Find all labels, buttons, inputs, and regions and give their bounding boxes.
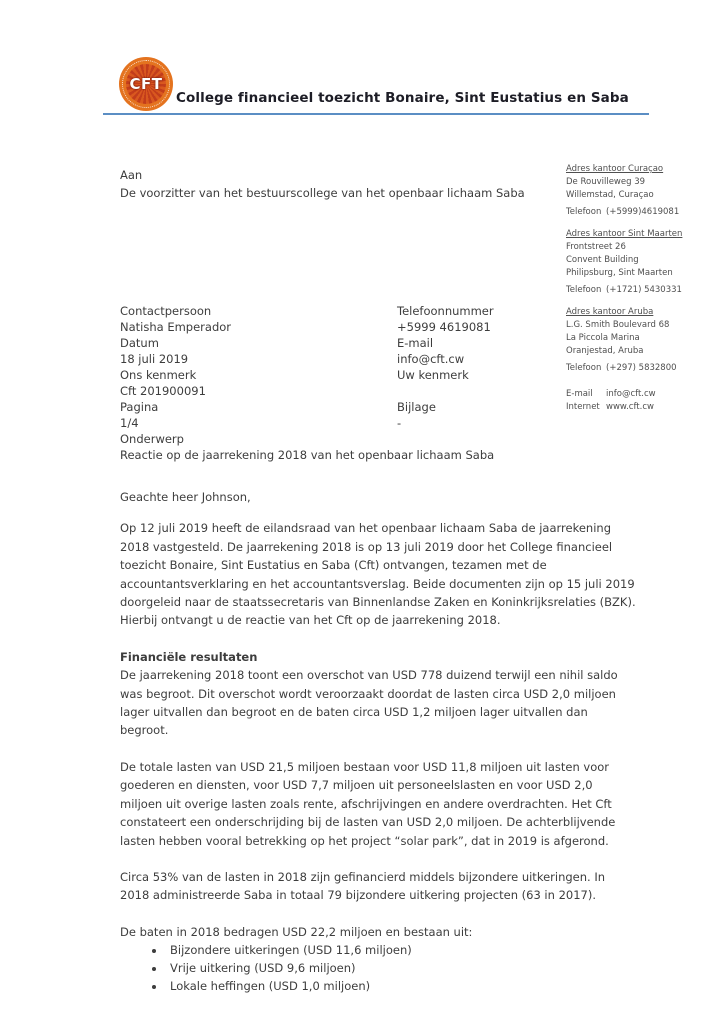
meta-value: Cft 201900091 [120,384,206,398]
baten-intro: De baten in 2018 bedragen USD 22,2 miljoen en bestaan uit: [120,924,473,939]
address-line: Philipsburg, Sint Maarten [566,268,673,278]
phone-row [566,284,718,297]
cft-logo [119,57,173,111]
meta-label: Uw kenmerk [397,368,469,382]
office-heading: Adres kantoor Sint Maarten [566,229,683,239]
letter-title: College financieel toezicht Bonaire, Sint Eustatius en Saba [176,90,629,106]
email-label: E-mail [566,389,593,399]
phone-value: (+1721) 5430331 [606,285,682,295]
greeting: Geachte heer Johnson, [120,490,251,504]
address-line: Frontstreet 26 [566,242,626,252]
meta-label: Onderwerp [120,432,184,446]
office-heading: Adres kantoor Aruba [566,307,654,317]
address-line: Convent Building [566,255,639,265]
office-heading: Adres kantoor Curaçao [566,164,664,174]
address-line: L.G. Smith Boulevard 68 [566,320,670,330]
meta-label: Ons kenmerk [120,368,197,382]
paragraph-uitkeringen: Circa 53% van de lasten in 2018 zijn gefinancierd middels bijzondere uitkeringen. In 2018 administreerde Saba in totaal 79 bijzondere uitkering projecten (63 in 2017). [120,869,606,903]
meta-value: 18 juli 2019 [120,352,189,366]
meta-label: Contactpersoon [120,304,212,318]
office-block-curacao [566,163,718,219]
meta-value: info@cft.cw [397,352,465,366]
list-item: • Lokale heffingen (USD 1,0 miljoen) [166,977,636,995]
internet-label: Internet [566,402,600,412]
phone-label: Telefoon [566,363,602,373]
meta-value [397,383,600,399]
meta-value: - [397,416,402,430]
office-block-sint-maarten [566,228,718,297]
section-heading-financiele-resultaten: Financiële resultaten [120,649,258,664]
meta-label: E-mail [397,336,434,350]
recipient-label: Aan [120,168,143,182]
baten-list [120,941,636,995]
phone-value: (+297) 5832800 [606,363,677,373]
meta-label: Datum [120,336,159,350]
paragraph-intro: Op 12 juli 2019 heeft de eilandsraad van het openbaar lichaam Saba de jaarrekening 2018 vastgesteld. De jaarrekening 2018 is op 13 juli 2019 door het College financieel toezicht Bonaire, Sint Eustatius en Saba (Cft) ontvangen, tezamen met de accountantsverklaring en het accountantsverslag. Beide documenten zijn op 15 juli 2019 doorgeleid naar de staatssecretaris van Binnenlandse Zaken en Koninkrijksrelaties (BZK). Hierbij ontvangt u de reactie van het Cft op de jaarrekening 2018. [120,521,636,628]
meta-value: +5999 4619081 [397,320,491,334]
meta-value: Natisha Emperador [120,320,232,334]
meta-label: Telefoonnummer [397,304,494,318]
address-line: La Piccola Marina [566,333,640,343]
address-line: De Rouvilleweg 39 [566,177,646,187]
address-line: Oranjestad, Aruba [566,346,644,356]
internet-value: www.cft.cw [606,402,654,412]
list-item: • Bijzondere uitkeringen (USD 11,6 miljoen) [166,941,636,959]
logo-text: CFT [129,75,163,93]
phone-row [566,206,718,219]
meta-value: 1/4 [120,416,139,430]
recipient-block [120,166,525,202]
phone-label: Telefoon [566,285,602,295]
paragraph-overschot: De jaarrekening 2018 toont een overschot van USD 778 duizend terwijl een nihil saldo was begroot. Dit overschot wordt veroorzaakt doordat de lasten circa USD 2,0 miljoen lager uitvallen dan begroot en de baten circa USD 1,2 miljoen lager uitvallen dan begroot. [120,668,618,738]
letter-body [120,488,636,995]
phone-label: Telefoon [566,207,602,217]
email-value: info@cft.cw [606,389,656,399]
meta-block [120,303,600,463]
phone-value: (+5999)4619081 [606,207,680,217]
list-item: • Vrije uitkering (USD 9,6 miljoen) [166,959,636,977]
meta-label-empty [397,431,600,447]
header-rule [103,113,649,115]
meta-label: Bijlage [397,400,436,414]
paragraph-lasten: De totale lasten van USD 21,5 miljoen bestaan voor USD 11,8 miljoen uit lasten voor goederen en diensten, voor USD 7,7 miljoen uit personeelslasten en voor USD 2,0 miljoen uit overige lasten zoals rente, afschrijvingen en andere overdrachten. Het Cft constateert een onderschrijding bij de lasten van USD 2,0 miljoen. De achterblijvende lasten hebben vooral betrekking op het project “solar park”, dat in 2019 is afgerond. [120,759,616,848]
recipient-line: De voorzitter van het bestuurscollege van het openbaar lichaam Saba [120,186,525,200]
meta-value-subject: Reactie op de jaarrekening 2018 van het openbaar lichaam Saba [120,448,495,462]
address-line: Willemstad, Curaçao [566,190,654,200]
meta-label: Pagina [120,400,159,414]
